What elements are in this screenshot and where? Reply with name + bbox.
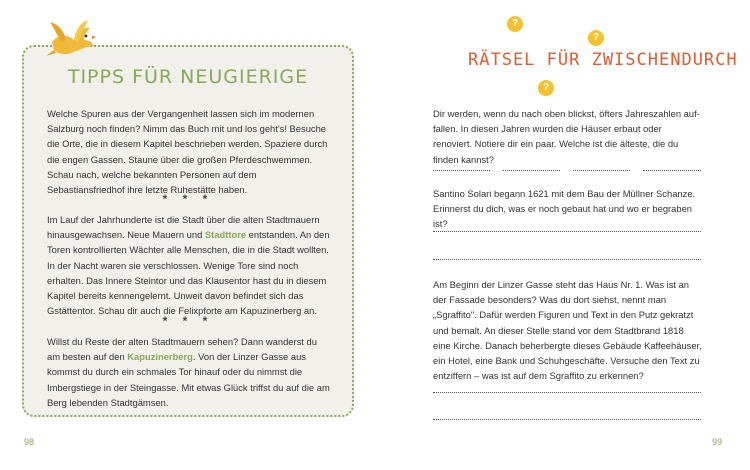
answer-line[interactable] <box>433 392 701 393</box>
page-number-left: 98 <box>24 437 35 447</box>
riddle-question-1: Dir werden, wenn du nach oben blickst, öfters Jahreszahlen auffallen. In diesen Jahren wurden die Häuser erbaut oder renoviert. Notiere dir ein paar. Welche ist die älteste, die du finden kannst? <box>433 108 700 165</box>
paragraph-text: entstanden. An den Toren kontrollierten Wächter alle Menschen, die in die Stadt wollten. In der Nacht waren sie verschlossen. Wenige Tore sind noch erhalten. Das Innere Steintor und das Klausentor hast du in diesem Kapitel bereits kennengelernt. Unweit davon befindet sich das Gstättentor. Schau dir auch die Felixpforte am Kapuzinerberg an. <box>47 229 330 317</box>
question-mark-icon: ? <box>588 30 604 46</box>
tips-paragraph-2 <box>47 212 332 318</box>
tips-paragraph-1: Welche Spuren aus der Vergangenheit lassen sich im modernen Salzburg noch finden? Nimm das Buch mit und los geht's! Besuche die Orte, die in diesem Kapitel beschrieben werden. Spaziere durch die engen Gassen. Staune über die großen Pferdeschwemmen. Schau nach, welche bekannten Personen auf dem Sebastiansfriedhof ihre letzte Ruhestätte haben. <box>47 108 328 196</box>
question-mark-icon: ? <box>507 16 523 32</box>
tips-paragraph-3 <box>47 334 332 410</box>
answer-blanks <box>433 163 703 175</box>
separator-stars: * * * <box>162 314 214 328</box>
paragraph-text: Willst du Reste der alten Stadtmauern sehen? Dann wanderst du am besten auf den <box>47 336 317 363</box>
paragraph-text: Im Lauf der Jahrhunderte ist die Stadt über die alten Stadtmauern hinausgewachsen. Neue Mauern und <box>47 214 320 241</box>
answer-blank[interactable] <box>503 163 560 171</box>
page-number-right: 99 <box>712 437 723 447</box>
highlight-kapuzinerberg: Kapuzinerberg <box>127 351 193 363</box>
answer-line[interactable] <box>433 419 701 420</box>
bird-icon <box>44 18 96 64</box>
riddle-question-3: Am Beginn der Linzer Gasse steht das Haus Nr. 1. Was ist an der Fassade besonders? Was du dort siehst, nennt man „Sgraffito". Dafür werden Figuren und Text in den Putz gekratzt und bemalt. An dieser Stelle stand vor dem Stadtbrand 1818 eine Kirche. Danach beherbergte dieses Gebäude Kaffeehäuser, ein Hotel, eine Bank und Schuhgeschäfte. Versuche den Text zu entziffern – was ist auf dem Sgraffito zu erkennen? <box>433 279 702 382</box>
highlight-stadttore: Stadttore <box>204 229 247 241</box>
answer-blank[interactable] <box>643 163 701 171</box>
question-mark-icon: ? <box>538 80 554 96</box>
separator-stars: * * * <box>162 192 214 206</box>
answer-blank[interactable] <box>573 163 630 171</box>
answer-line[interactable] <box>433 231 701 232</box>
paragraph-text: . Von der Linzer Gasse aus kommst du durch ein schmales Tor hinauf oder du nimmst die Imbergstiege in der Steingasse. Mit etwas Glück triffst du auf die am Berg lebenden Stadtgämsen. <box>47 351 330 408</box>
answer-blank[interactable] <box>433 163 490 171</box>
tips-title: TIPPS FÜR NEUGIERIGE <box>67 66 309 88</box>
riddle-question-2: Santino Solari begann 1621 mit dem Bau der Müllner Schanze. Erinnerst du dich, was er noch gebaut hat und wo er begraben ist? <box>433 188 696 230</box>
answer-line[interactable] <box>433 259 701 260</box>
riddle-title: RÄTSEL FÜR ZWISCHENDURCH <box>468 50 738 70</box>
